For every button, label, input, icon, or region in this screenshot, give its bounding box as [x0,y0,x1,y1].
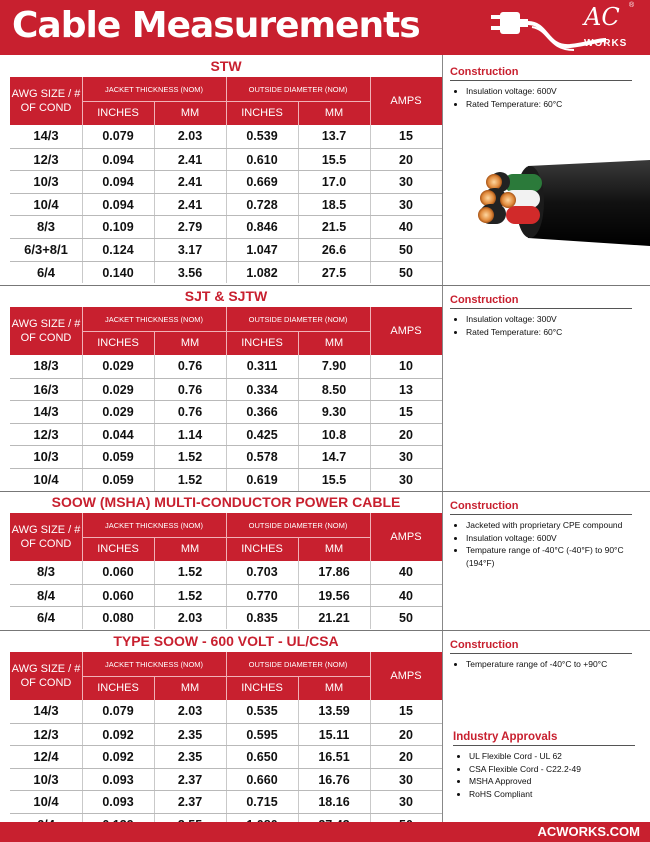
table-row [10,700,442,723]
underline [450,653,632,654]
cell-jacket-inches: 0.060 [102,588,134,603]
underline [450,308,632,309]
construction-block-stw [450,65,645,110]
cell-outside-mm: 26.6 [321,243,347,257]
approvals-list [453,750,643,800]
header-mm: MM [180,337,200,349]
header-outside: OUTSIDE DIAMETER (NOM) [248,659,348,669]
table-row [10,125,442,148]
cell-jacket-mm: 3.17 [177,243,203,257]
underline [453,745,635,746]
cell-outside-mm: 14.7 [321,450,347,465]
cell-awg-size: 10/4 [33,196,59,212]
cell-jacket-mm: 2.41 [177,152,203,167]
cell-amps: 13 [399,382,413,397]
cell-outside-inches: 0.311 [246,359,278,373]
cell-jacket-mm: 2.37 [177,772,203,787]
section-title: SOOW (MSHA) MULTI-CONDUCTOR POWER CABLE [51,494,401,510]
cell-outside-inches: 0.650 [246,750,278,765]
cell-jacket-mm: 1.52 [177,588,203,603]
header-inches: INCHES [97,682,139,694]
cell-outside-inches: 0.334 [246,382,278,397]
cell-jacket-inches: 0.093 [102,795,134,810]
cell-jacket-mm: 0.76 [177,359,203,373]
cell-outside-mm: 18.5 [321,197,347,212]
cell-jacket-inches: 0.140 [102,265,134,280]
cell-outside-mm: 18.16 [318,795,350,810]
header-inches: INCHES [241,337,283,349]
logo-subtext: WORKS [584,38,628,49]
bullet-item: • Tempature range of -40°C (-40°F) to 90°C (194°F) [466,544,645,569]
header-mm: MM [180,543,200,555]
construction-title: Construction [450,294,519,306]
cell-jacket-mm: 2.35 [177,750,203,765]
header-amps: AMPS [390,325,422,337]
cell-jacket-inches: 0.094 [102,197,134,212]
cell-outside-mm: 19.56 [318,588,350,603]
cell-jacket-inches: 0.029 [102,382,134,397]
cell-jacket-inches: 0.060 [102,565,134,579]
bullet-item: • Insulation voltage: 300V [466,313,645,326]
header-inches: INCHES [97,543,139,555]
cell-awg-size: 8/4 [36,587,56,603]
table-header [10,652,442,700]
cell-jacket-mm: 1.52 [177,473,203,487]
cell-outside-inches: 0.425 [246,427,278,442]
section-title: STW [210,58,242,74]
table-row [10,606,442,629]
cell-outside-mm: 16.76 [318,772,350,787]
underline [450,80,632,81]
cell-jacket-inches: 0.029 [102,405,134,420]
bullet-item: • Rated Temperature: 60°C [466,98,645,111]
table-row [10,723,442,746]
table-row [10,561,442,584]
header-mm: MM [180,682,200,694]
header-inches: INCHES [97,337,139,349]
cell-awg-size: 16/3 [33,381,59,397]
table-row [10,423,442,446]
bullet-item: • RoHS Compliant [469,788,643,801]
cell-jacket-inches: 0.059 [102,473,134,487]
cell-awg-size: 10/4 [33,794,59,810]
cell-awg-size: 10/3 [33,174,59,190]
bullet-item: • Rated Temperature: 60°C [466,326,645,339]
table-row [10,584,442,607]
cell-jacket-inches: 0.029 [102,359,134,373]
table-soow-msha [10,491,442,630]
cell-amps: 30 [399,473,413,487]
cell-awg-size: 10/3 [33,771,59,787]
cell-awg-size: 10/3 [33,449,59,465]
header-awg: AWG SIZE / # OF COND [11,318,81,344]
cell-jacket-mm: 1.52 [177,565,203,579]
header-amps: AMPS [390,531,422,543]
table-row [10,468,442,491]
header-inches: INCHES [97,107,139,119]
cell-outside-inches: 0.595 [246,727,278,742]
cell-jacket-mm: 2.03 [177,611,203,626]
underline [450,514,632,515]
cell-jacket-mm: 0.76 [177,405,203,420]
header-awg: AWG SIZE / # OF COND [11,524,81,550]
construction-list [450,85,645,110]
table-row [10,170,442,193]
cell-jacket-mm: 2.35 [177,727,203,742]
cell-jacket-mm: 3.56 [177,265,203,280]
construction-list [450,658,645,671]
construction-list [450,313,645,338]
header-outside: OUTSIDE DIAMETER (NOM) [248,314,348,324]
table-row [10,400,442,423]
cell-amps: 20 [399,152,413,167]
cell-outside-mm: 17.0 [321,175,347,190]
table-header [10,77,442,125]
table-row [10,148,442,171]
logo-text: AC [584,3,620,31]
header-jacket: JACKET THICKNESS (NOM) [104,520,204,530]
cell-outside-mm: 16.51 [318,750,350,765]
header-mm: MM [324,337,344,349]
cell-jacket-inches: 0.124 [102,243,134,257]
cell-amps: 30 [399,450,413,465]
cell-amps: 30 [399,795,413,810]
header-jacket: JACKET THICKNESS (NOM) [104,659,204,669]
cell-jacket-inches: 0.044 [102,427,134,442]
table-row [10,261,442,284]
cell-jacket-mm: 2.03 [177,129,203,143]
cell-jacket-inches: 0.093 [102,772,134,787]
cell-jacket-inches: 0.079 [102,704,134,718]
header-awg: AWG SIZE / # OF COND [11,88,81,114]
table-row [10,445,442,468]
cell-outside-mm: 21.5 [321,220,347,235]
cell-jacket-inches: 0.059 [102,450,134,465]
cell-awg-size: 10/4 [33,472,59,487]
cell-outside-inches: 0.703 [246,565,278,579]
header-outside: OUTSIDE DIAMETER (NOM) [248,520,348,530]
table-sjt-sjtw [10,285,442,491]
cell-amps: 20 [399,750,413,765]
cell-amps: 15 [399,405,413,420]
header-mm: MM [324,682,344,694]
construction-list [450,519,645,569]
bullet-item: • Temperature range of -40°C to +90°C [466,658,645,671]
cell-jacket-inches: 0.109 [102,220,134,235]
cell-outside-mm: 15.11 [318,727,350,742]
construction-block-type-soow [450,638,645,671]
cell-outside-mm: 13.7 [321,129,347,143]
table-type-soow [10,630,442,822]
table-row [10,745,442,768]
cell-outside-inches: 0.610 [246,152,278,167]
brand-logo [488,0,638,55]
cell-awg-size: 8/3 [36,219,56,235]
cell-outside-inches: 1.082 [246,265,278,280]
cell-amps: 20 [399,727,413,742]
cell-outside-inches: 1.047 [246,243,278,257]
cell-awg-size: 12/3 [33,726,59,742]
cell-outside-inches: 0.846 [246,220,278,235]
cell-amps: 40 [399,220,413,235]
cell-outside-mm: 15.5 [321,152,347,167]
cell-jacket-inches: 0.094 [102,152,134,167]
cell-outside-inches: 0.728 [246,197,278,212]
cell-awg-size: 8/3 [36,564,56,579]
header-inches: INCHES [241,543,283,555]
cell-outside-inches: 0.835 [246,611,278,626]
bullet-item: • Insulation voltage: 600V [466,85,645,98]
cell-outside-mm: 7.90 [321,359,347,373]
bullet-item: • UL Flexible Cord - UL 62 [469,750,643,763]
header-mm: MM [324,107,344,119]
cell-outside-mm: 9.30 [321,405,347,420]
header-jacket: JACKET THICKNESS (NOM) [104,314,204,324]
cell-outside-mm: 13.59 [318,704,350,718]
cell-jacket-inches: 0.092 [102,750,134,765]
cell-outside-inches: 0.535 [246,704,278,718]
cell-jacket-mm: 1.14 [177,427,203,442]
cell-amps: 30 [399,175,413,190]
table-header [10,307,442,355]
cell-awg-size: 6/4 [36,610,56,626]
cell-awg-size: 6/3+8/1 [24,242,68,257]
cell-amps: 15 [399,129,413,143]
cell-outside-inches: 0.770 [246,588,278,603]
cell-amps: 40 [399,565,413,579]
header-outside: OUTSIDE DIAMETER (NOM) [248,84,348,94]
page-title: Cable Measurements [12,5,420,46]
approvals-title: Industry Approvals [453,731,558,743]
cell-amps: 50 [399,265,413,280]
section-title: SJT & SJTW [184,288,268,304]
table-row [10,355,442,378]
header-amps: AMPS [390,95,422,107]
cell-awg-size: 12/3 [33,151,59,167]
website-link[interactable]: ACWORKS.COM [537,824,640,839]
header-inches: INCHES [241,107,283,119]
cell-outside-mm: 21.21 [318,611,350,626]
table-row [10,238,442,261]
registered-mark: ® [629,2,635,9]
cell-amps: 15 [399,704,413,718]
table-row [10,193,442,216]
table-row [10,768,442,791]
construction-title: Construction [450,66,519,78]
table-row [10,215,442,238]
cell-outside-mm: 17.86 [318,565,350,579]
column-divider [442,55,443,822]
cell-outside-mm: 27.5 [321,265,347,280]
cell-jacket-mm: 2.41 [177,175,203,190]
table-stw [10,55,442,285]
cell-amps: 30 [399,197,413,212]
construction-block-sjt [450,293,645,338]
construction-title: Construction [450,500,519,512]
cell-awg-size: 12/3 [33,426,59,442]
cell-outside-inches: 0.619 [246,473,278,487]
cell-outside-mm: 10.8 [321,427,347,442]
header-mm: MM [324,543,344,555]
cell-jacket-mm: 2.41 [177,197,203,212]
cell-amps: 20 [399,427,413,442]
table-row [10,378,442,401]
header-inches: INCHES [241,682,283,694]
cell-jacket-mm: 0.76 [177,382,203,397]
cell-jacket-mm: 2.37 [177,795,203,810]
cell-awg-size: 12/4 [33,749,59,765]
cell-jacket-inches: 0.079 [102,129,134,143]
cell-jacket-inches: 0.092 [102,727,134,742]
cell-amps: 50 [399,243,413,257]
cell-amps: 30 [399,772,413,787]
cell-awg-size: 14/3 [33,128,59,143]
bullet-item: • Insulation voltage: 600V [466,532,645,545]
cell-amps: 10 [399,359,413,373]
cell-jacket-inches: 0.094 [102,175,134,190]
cell-awg-size: 14/3 [33,404,59,420]
cell-outside-mm: 8.50 [321,382,347,397]
header-amps: AMPS [390,670,422,682]
construction-block-soow-msha [450,499,645,569]
cell-outside-inches: 0.366 [246,405,278,420]
cell-outside-inches: 0.539 [246,129,278,143]
cell-jacket-mm: 2.79 [177,220,203,235]
bullet-item: • MSHA Approved [469,775,643,788]
cell-jacket-mm: 2.03 [177,704,203,718]
cell-awg-size: 6/4 [36,264,56,280]
cell-outside-inches: 0.578 [246,450,278,465]
cable-illustration [468,160,650,250]
industry-approvals [453,730,643,800]
header-banner [0,0,650,55]
cell-jacket-mm: 1.52 [177,450,203,465]
cell-outside-inches: 0.715 [246,795,278,810]
cell-awg-size: 14/3 [33,703,59,718]
table-row [10,790,442,813]
footer-banner [0,822,650,842]
cell-outside-inches: 0.669 [246,175,278,190]
table-header [10,513,442,561]
bullet-item: • CSA Flexible Cord - C22.2-49 [469,763,643,776]
bullet-item: • Jacketed with proprietary CPE compound [466,519,645,532]
cell-outside-mm: 15.5 [321,473,347,487]
header-jacket: JACKET THICKNESS (NOM) [104,84,204,94]
section-title: TYPE SOOW - 600 VOLT - UL/CSA [113,633,339,649]
header-mm: MM [180,107,200,119]
header-awg: AWG SIZE / # OF COND [11,663,81,689]
cell-awg-size: 18/3 [33,358,59,373]
cell-outside-inches: 0.660 [246,772,278,787]
construction-title: Construction [450,639,519,651]
cell-amps: 40 [399,588,413,603]
cell-jacket-inches: 0.080 [102,611,134,626]
cell-amps: 50 [399,611,413,626]
